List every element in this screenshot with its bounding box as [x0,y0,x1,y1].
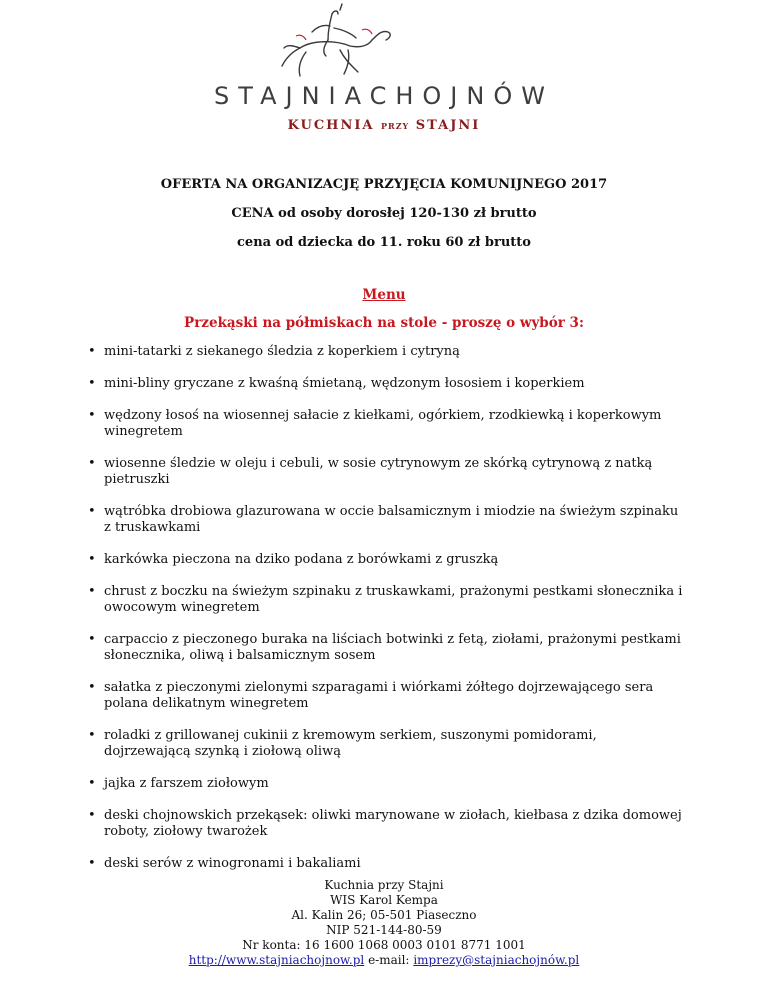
list-item: • wiosenne śledzie w oleju i cebuli, w sosie cytrynowym ze skórką cytrynową z natką pietruszki [86,456,686,488]
offer-title: OFERTA NA ORGANIZACJĘ PRZYJĘCIA KOMUNIJNEGO 2017 [160,177,608,192]
footer-account: Nr konta: 16 1600 1068 0003 0101 8771 1001 [242,938,526,952]
footer-contact [0,953,768,968]
logo-subtitle [0,118,768,133]
footer-nip: NIP 521-144-80-59 [326,923,442,937]
website-link[interactable]: http://www.stajniachojnow.pl [188,953,365,967]
logo-sub-stajni: STAJNI [415,118,481,133]
list-item: • jajka z farszem ziołowym [86,776,686,792]
menu-list [86,344,686,888]
list-item: • deski chojnowskich przekąsek: oliwki marynowane w ziołach, kiełbasa z dzika domowej roboty, ziołowy twarożek [86,808,686,840]
list-item: • sałatka z pieczonymi zielonymi szparagami i wiórkami żółtego dojrzewającego sera polana delikatnym winegretem [86,680,686,712]
footer [0,878,768,968]
child-price: cena od dziecka do 11. roku 60 zł brutto [237,235,531,250]
logo-sub-kuchnia: KUCHNIA [287,118,375,133]
logo-sub-przy: PRZY [381,121,410,131]
horse-rider-icon [0,0,768,90]
list-item: • carpaccio z pieczonego buraka na liściach botwinki z fetą, ziołami, prażonymi pestkami słonecznika, oliwą i balsamicznym sosem [86,632,686,664]
footer-address: Al. Kalin 26; 05-501 Piaseczno [291,908,477,922]
logo-wordmark: STAJNIACHOJNÓW [214,82,554,110]
email-link[interactable]: imprezy@stajniachojnów.pl [413,953,580,967]
list-item: • karkówka pieczona na dziko podana z borówkami z gruszką [86,552,686,568]
footer-owner: WIS Karol Kempa [330,893,438,907]
email-label: e-mail: [368,953,410,967]
list-item: • deski serów z winogronami i bakaliami [86,856,686,872]
adult-price: CENA od osoby dorosłej 120-130 zł brutto [231,206,537,221]
list-item: • mini-tatarki z siekanego śledzia z koperkiem i cytryną [86,344,686,360]
list-item: • wędzony łosoś na wiosennej sałacie z kiełkami, ogórkiem, rzodkiewką i koperkowym winegretem [86,408,686,440]
logo [0,0,768,150]
list-item: • wątróbka drobiowa glazurowana w occie balsamicznym i miodzie na świeżym szpinaku z truskawkami [86,504,686,536]
list-item: • mini-bliny gryczane z kwaśną śmietaną, wędzonym łososiem i koperkiem [86,376,686,392]
footer-company: Kuchnia przy Stajni [324,878,444,892]
list-item: • chrust z boczku na świeżym szpinaku z truskawkami, prażonymi pestkami słonecznika i owocowym winegretem [86,584,686,616]
list-item: • roladki z grillowanej cukinii z kremowym serkiem, suszonymi pomidorami, dojrzewającą szynką i ziołową oliwą [86,728,686,760]
menu-title: Menu [362,287,406,303]
section-title: Przekąski na półmiskach na stole - proszę o wybór 3: [184,315,584,331]
